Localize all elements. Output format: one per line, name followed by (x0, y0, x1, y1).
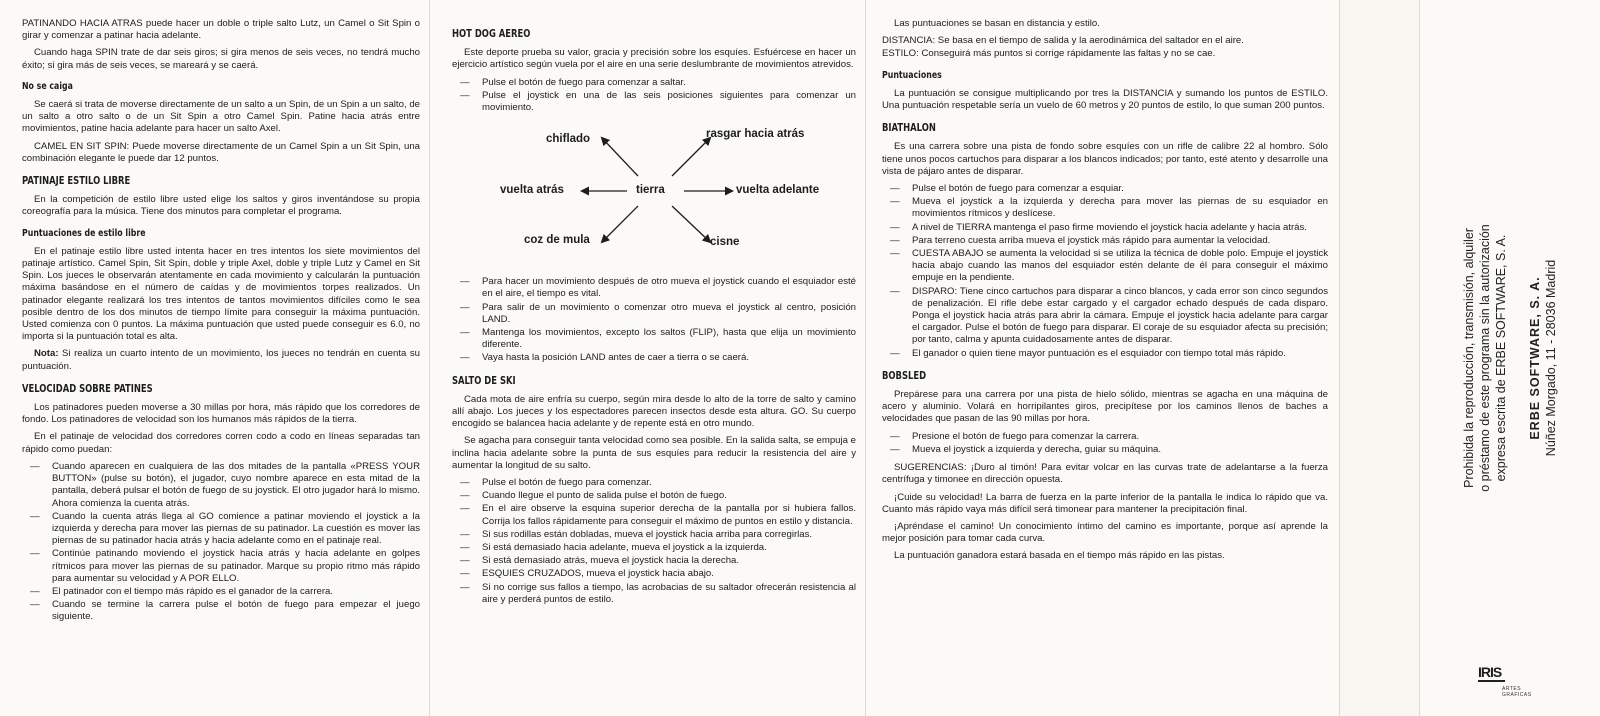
heading-hot-dog-aereo: HOT DOG AEREO (452, 28, 531, 40)
diagram-label-center: tierra (636, 184, 665, 197)
diagram-label-up-left: chiflado (546, 133, 591, 146)
paragraph: En el patinaje estilo libre usted intenta hacer en tres intentos los siete movimientos del patinaje artístico. Camel Spin, Sit Spin, doble y triple Axel, doble y triple Lutz y Camel en Sit Spin. Los jueces le observarán atentamente en cada movimiento y calcularán la puntuación máxima basándose en el número de caídas y de movimientos torpes realizados. Un patinador elegante realizará los tres intentos de tantos movimientos difíciles como le sea posible dentro de los dos minutos de tiempo límite para conseguir la máxima puntuación. Usted comienza con 0 puntos. La máxima puntuación que usted puede conseguir es 6.0, no importa si la puntuación total es alta. (22, 245, 420, 343)
note-text: Si realiza un cuarto intento de un movimiento, los jueces no tendrán en cuenta su puntuación. (22, 348, 420, 372)
blank-flap (1340, 0, 1420, 716)
heading-puntuaciones-estilo-libre: Puntuaciones de estilo libre (22, 227, 146, 239)
list-item: — En el aire observe la esquina superior derecha de la pantalla por si hubiera fallos. Corrija los fallos rápidamente para conseguir el máximo de puntos en estilo y distancia. (460, 503, 856, 527)
heading-no-se-caiga: No se caiga (22, 80, 73, 92)
legal-line-2: o préstamo de este programa sin la autorización (1478, 224, 1492, 492)
list-item: — Mueva el joystick a la izquierda y derecha para mover las piernas de su esquiador en movimientos rítmicos y deslícese. (890, 196, 1328, 220)
bobsled-list (882, 431, 1328, 456)
joystick-diagram (452, 120, 852, 268)
paragraph: En la competición de estilo libre usted elige los saltos y giros inventándose su propia coreografía para la música. Tiene dos minutos para completar el programa. (22, 194, 420, 218)
printer-logo-sub: ARTES GRAFICAS (1502, 686, 1532, 698)
list-item: — Si no corrige sus fallos a tiempo, las acrobacias de su saltador ofrecerán resistencia al aire y perderá puntos de estilo. (460, 581, 856, 605)
back-cover (1420, 0, 1600, 716)
company-name: ERBE SOFTWARE, S. A. (1528, 276, 1542, 440)
paragraph: En el patinaje de velocidad dos corredores corren codo a codo en líneas separadas tan rápido como puedan: (22, 431, 420, 455)
speed-skating-list (22, 461, 420, 624)
heading-biathalon: BIATHALON (882, 122, 936, 135)
paragraph: Los patinadores pueden moverse a 30 millas por hora, más rápido que los corredores de fondo. Los patinadores de velocidad son los humanos más rápidos de la tierra. (22, 402, 420, 426)
list-item: — ESQUIES CRUZADOS, mueva el joystick hacia abajo. (460, 568, 714, 580)
paragraph: ¡Cuide su velocidad! La barra de fuerza en la parte inferior de la pantalla le indica lo rápido que va. Cuanto más rápido vaya más difícil será timonear para mantener la precipitación final. (882, 491, 1328, 515)
list-item: — Mueva el joystick a izquierda y derecha, guiar su máquina. (890, 443, 1162, 455)
list-item: — Si está demasiado atrás, mueva el joystick hacia la derecha. (460, 555, 740, 567)
paragraph: DISTANCIA: Se basa en el tiempo de salida y la aerodinámica del saltador en el aire. (882, 35, 1244, 47)
list-item: — Para hacer un movimiento después de otro mueva el joystick cuando el esquiador esté en el aire, el tiempo es vital. (460, 276, 856, 300)
printer-logo-mark: IRIS (1478, 664, 1505, 682)
paragraph: La puntuación ganadora estará basada en el tiempo más rápido en las pistas. (894, 550, 1225, 562)
list-item: — Pulse el botón de fuego para comenzar a esquiar. (890, 183, 1124, 195)
back-cover-text (1461, 224, 1559, 492)
paragraph: ESTILO: Conseguirá más puntos si corrige rápidamente las faltas y no se cae. (882, 48, 1216, 60)
panel-biathalon-bobsled (866, 0, 1340, 716)
list-item: — El ganador o quien tiene mayor puntuación es el esquiador con tiempo total más rápido. (890, 347, 1286, 359)
list-item: — Pulse el botón de fuego para comenzar. (460, 477, 652, 489)
list-item: — Presione el botón de fuego para comenzar la carrera. (890, 430, 1140, 442)
list-item: — Mantenga los movimientos, excepto los saltos (FLIP), hasta que elija un movimiento diferente. (460, 327, 856, 351)
list-item: — Cuando aparecen en cualquiera de las dos mitades de la pantalla «PRESS YOUR BUTTON» (pulse su botón), el jugador, cuyo nombre aparece en esta mitad de la pantalla, deberá pulsar el botón de fuego de su joystick. El otro jugador hará lo mismo. Ahora comienza la cuenta atrás. (30, 460, 420, 509)
list-item: — Pulse el botón de fuego para comenzar a saltar. (460, 76, 686, 88)
list-item: — Para salir de un movimiento o comenzar otro mueva el joystick al centro, posición LAND. (460, 301, 856, 325)
paragraph: SUGERENCIAS: ¡Duro al timón! Para evitar volcar en las curvas trate de adelantarse a la fuerza centrífuga y timonee en dirección opuesta. (882, 462, 1328, 486)
arrow-up-left (602, 138, 638, 176)
paragraph: Cuando haga SPIN trate de dar seis giros; si gira menos de seis veces, no tendrá mucho éxito; si gira más de seis veces, se mareará y se caerá. (22, 47, 420, 71)
arrow-down-left (602, 206, 638, 242)
heading-velocidad-sobre-patines: VELOCIDAD SOBRE PATINES (22, 382, 153, 395)
paragraph: Se caerá si trata de moverse directamente de un salto a un Spin, de un Spin a un salto, de un salto a otro salto o de un Sit Spin a otro Camel Spin. Patine hacia atrás entre movimientos, patine hacia adelante para hacer un salto Axel. (22, 99, 420, 135)
diagram-label-left: vuelta atrás (500, 184, 564, 197)
printer-logo (1478, 660, 1548, 700)
paragraph: PATINANDO HACIA ATRAS puede hacer un doble o triple salto Lutz, un Camel o Sit Spin o girar y comenzar a patinar hacia adelante. (22, 18, 420, 42)
list-item: — DISPARO: Tiene cinco cartuchos para disparar a cinco blancos, y cada error son cinco segundos de penalización. El rifle debe estar cargado y el cargador echado después de cada disparo. Ponga el joystick hacia atrás para abrir la cámara. Empuje el joystick hacia adelante para cargar el cargador. Pulse el botón de fuego para disparar. El coraje de su esquiador afecta su precisión; por tanto, calma y apunta cuidadosamente antes de disparar. (890, 285, 1328, 346)
list-item: — Vaya hasta la posición LAND antes de caer a tierra o se caerá. (460, 352, 749, 364)
heading-salto-de-ski: SALTO DE SKI (452, 374, 516, 387)
list-item: — Cuando la cuenta atrás llega al GO comience a patinar moviendo el joystick a la izquierda y derecha para mover las piernas de su patinador. La cuestión es mover las piernas de su patinador hacia atrás y hacia adelante como en el patinaje real. (30, 510, 420, 547)
list-item: — Cuando se termine la carrera pulse el botón de fuego para empezar el juego siguiente. (30, 599, 420, 623)
arrow-down-right (672, 206, 710, 242)
list-item: — Si sus rodillas están dobladas, mueva el joystick hacia arriba para corregirlas. (460, 528, 813, 540)
paragraph: La puntuación se consigue multiplicando por tres la DISTANCIA y sumando los puntos de ESTILO. Una puntuación respetable sería un vuelo de 60 metros y 20 puntos de estilo, lo que suman 200 puntos. (882, 87, 1328, 112)
paragraph: Prepárese para una carrera por una pista de hielo sólido, mientras se agacha en una máquina de acero y aluminio. Volará en horripilantes giros, precipítese por los caminos llenos de baches a velocidades que pasan de las 90 millas por hora. (882, 389, 1328, 425)
note-label: Nota: (34, 348, 59, 360)
list-item: — Pulse el joystick en una de las seis posiciones siguientes para comenzar un movimiento. (460, 89, 856, 114)
diagram-label-down-right: cisne (710, 236, 740, 249)
diagram-label-right: vuelta adelante (736, 184, 820, 197)
biathalon-list (882, 183, 1328, 360)
paragraph: Las puntuaciones se basan en distancia y estilo. (894, 18, 1100, 29)
note-paragraph (22, 348, 420, 372)
legal-line-1: Prohibida la reproducción, transmisión, alquiler (1462, 228, 1476, 488)
paragraph: Este deporte prueba su valor, gracia y precisión sobre los esquíes. Esfuércese en hacer un ejercicio artístico según vuela por el aire en una serie deslumbrante de movimientos atrevidos. (452, 47, 856, 71)
arrow-up-right (672, 138, 710, 176)
ski-jump-list (452, 477, 856, 606)
list-item: — Cuando llegue el punto de salida pulse el botón de fuego. (460, 490, 727, 502)
legal-line-3: expresa escrita de ERBE SOFTWARE, S. A. (1494, 234, 1508, 482)
heading-puntuaciones: Puntuaciones (882, 69, 942, 81)
panel-figure-skating (0, 0, 430, 716)
diagram-label-down-left: coz de mula (524, 234, 590, 247)
list-item: — Para terreno cuesta arriba mueva el joystick más rápido para aumentar la velocidad. (890, 234, 1271, 246)
list-item: — A nivel de TIERRA mantenga el paso firme moviendo el joystick hacia adelante y hacia atrás. (890, 221, 1307, 233)
list-item: — Si está demasiado hacia adelante, mueva el joystick a la izquierda. (460, 542, 767, 554)
hotdog-list-2 (452, 276, 856, 364)
paragraph: CAMEL EN SIT SPIN: Puede moverse directamente de un Camel Spin a un Sit Spin, una combinación elegante le puede dar 12 puntos. (22, 140, 420, 164)
paragraph: Se agacha para conseguir tanta velocidad como sea posible. En la salida salta, se empuja e inclina hacia adelante sobre la punta de sus esquíes para reducir la resistencia del aire y aumentar la longitud de su salto. (452, 435, 856, 471)
list-item: — Continúe patinando moviendo el joystick hacia atrás y hacia adelante en golpes rítmicos para mover las piernas de su patinador. Marque su propio ritmo más rápido para aumentar su velocidad y A POR ELLO. (30, 548, 420, 584)
company-address: Núñez Morgado, 11 - 28036 Madrid (1544, 259, 1558, 457)
list-item: — El patinador con el tiempo más rápido es el ganador de la carrera. (30, 585, 334, 597)
paragraph: ¡Apréndase el camino! Un conocimiento íntimo del camino es importante, porque así aprende la mejor posición para tomar cada curva. (882, 520, 1328, 545)
paragraph: Es una carrera sobre una pista de fondo sobre esquíes con un rifle de calibre 22 al hombro. Sólo tiene unos pocos cartuchos para disparar a los blancos indicados; por tanto, esté atento y desarrolle una vista de pájaro antes de disparar. (882, 141, 1328, 177)
heading-patinaje-estilo-libre: PATINAJE ESTILO LIBRE (22, 175, 131, 188)
list-item: — CUESTA ABAJO se aumenta la velocidad si se utiliza la técnica de doble polo. Empuje el joystick hacia abajo cuando las manos del esquiador estén delante de él para conseguir el máximo empuje en la pendiente. (890, 248, 1328, 284)
panel-hot-dog-ski-jump (430, 0, 866, 716)
hotdog-list-1 (452, 77, 856, 115)
paragraph: Cada mota de aire enfría su cuerpo, según mira desde lo alto de la torre de salto y camino allí abajo. Los jueces y los espectadores parecen insectos desde esta altura. GO. Su cuerpo encogido se balancea hacia adelante y de repente está en otro mundo. (452, 393, 856, 430)
heading-bobsled: BOBSLED (882, 369, 927, 382)
diagram-label-up-right: rasgar hacia atrás (706, 128, 805, 141)
